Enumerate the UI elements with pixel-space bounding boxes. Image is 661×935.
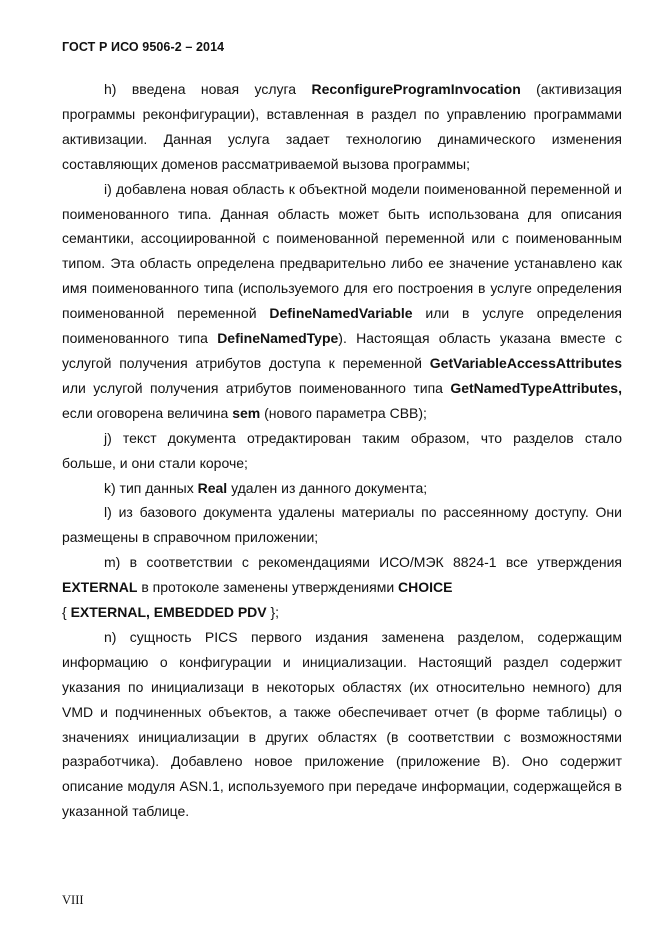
paragraph-m: m) в соответствии с рекомендациями ИСО/МЭК 8824-1 все утверждения EXTERNAL в протоколе заменены утверждениями CHOICE { EXTERNAL, EMBEDDED PDV };: [62, 554, 622, 621]
service-name-get-variable-attributes: GetVariableAccessAttributes: [429, 354, 622, 371]
paragraph-l: l) из базового документа удалены материалы по рассеянному доступу. Они размещены в справочном приложении;: [62, 504, 622, 546]
paragraph-k: k) тип данных Real удален из данного документа;: [104, 479, 428, 496]
keyword-choice: CHOICE: [398, 579, 453, 596]
keyword-external-embedded-pdv: EXTERNAL, EMBEDDED PDV: [70, 604, 267, 621]
data-type-real: Real: [197, 479, 228, 496]
paragraph-h: h) введена новая услуга ReconfigureProgramInvocation (активизация программы реконфигурации), вставленная в раздел по управлению программами активизации. Данная услуга задает технологию динамического изменения составляющих доменов рассматриваемой вызова программы;: [62, 81, 622, 172]
service-name-define-type: DefineNamedType: [217, 330, 339, 347]
paragraph-i: i) добавлена новая область к объектной модели поименованной переменной и поименованного типа. Данная область может быть использована для описания семантики, ассоциированной с поименованной переменной или с поименованным типом. Эта область определена предварительно либо ее значение устанавлено как имя поименованного типа (используемого для его построения в услуге определения поименованной переменной DefineNamedVariable или в услуге определения поименованного типа DefineNamedType). Настоящая область указана вместе с услугой получения атрибутов доступа к переменной GetVariableAccessAttributes или услугой получения атрибутов поименованного типа GetNamedTypeAttributes, если оговорена величина sem (нового параметра СВВ);: [62, 180, 622, 421]
document-header: ГОСТ Р ИСО 9506-2 – 2014: [62, 40, 225, 54]
page-number: VIII: [62, 893, 84, 907]
service-name-reconfigure: ReconfigureProgramInvocation: [311, 81, 521, 97]
paragraph-n: n) сущность PICS первого издания заменена разделом, содержащим информацию о конфигурации и инициализации. Настоящий раздел содержит указания по инициализаци в некоторых областях (их относительно немного) для VMD и подчиненных объектов, а также обеспечивает отчет (в форме таблицы) о значениях инициализации в других областях (в соответствии с возможностями разработчика). Добавлено новое приложение (приложение В). Оно содержит описание модуля ASN.1, используемого при передаче информации, содержащейся в указанной таблице.: [62, 628, 622, 820]
paragraph-j: j) текст документа отредактирован таким образом, что разделов стало больше, и они стали короче;: [62, 429, 622, 471]
service-name-get-type-attributes: GetNamedTypeAttributes,: [450, 379, 622, 396]
keyword-external: EXTERNAL: [62, 579, 138, 596]
service-name-define-variable: DefineNamedVariable: [269, 305, 413, 322]
parameter-sem: sem: [232, 404, 261, 421]
document-body: [62, 77, 622, 824]
